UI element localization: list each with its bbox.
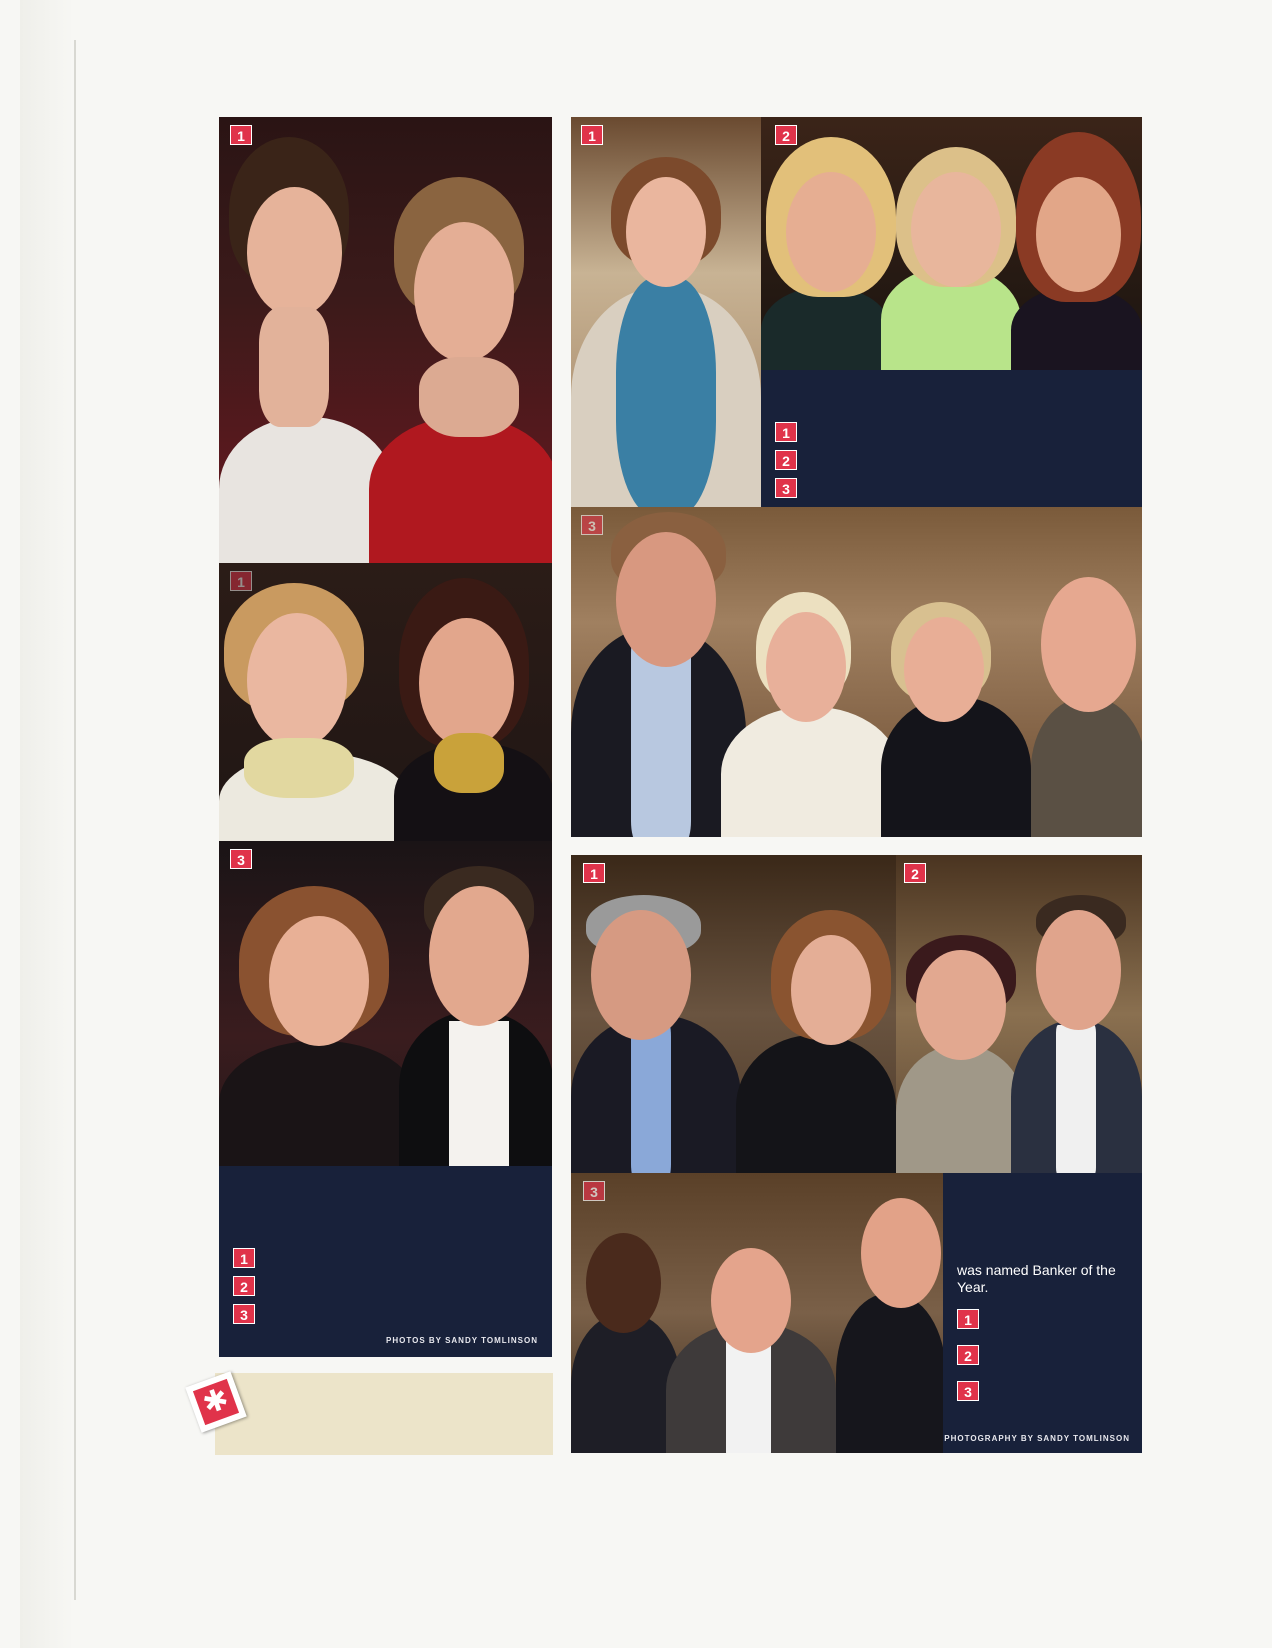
caption-box-bottom-right: [943, 1173, 1142, 1453]
caption-item: [233, 1248, 538, 1268]
caption-list: [957, 1309, 1128, 1401]
page-binding-line: [74, 40, 76, 1600]
caption-body: [957, 1185, 1128, 1267]
caption-item: [957, 1345, 1128, 1365]
caption-item: [957, 1309, 1128, 1329]
photo-marker-2: 2: [775, 125, 797, 145]
photo-woman-blue-boa: [571, 117, 761, 507]
caption-highlight: [957, 1263, 1128, 1297]
photo-credit: PHOTOGRAPHY BY SANDY TOMLINSON: [944, 1434, 1130, 1443]
photo-marker-3: 3: [583, 1181, 605, 1201]
photo-three-men: [571, 1173, 943, 1453]
photo-two-women-pearls: [219, 563, 552, 841]
caption-item-number: 3: [957, 1381, 979, 1401]
caption-list: [775, 422, 1128, 498]
photo-couple-tuxedo: [219, 841, 552, 1166]
caption-item-number: 1: [957, 1309, 979, 1329]
photo-marker-2: 2: [904, 863, 926, 883]
caption-item-number: 3: [775, 478, 797, 498]
caption-item: [957, 1381, 1128, 1401]
photo-woman-man-suit: [896, 855, 1142, 1173]
caption-item-number: 2: [775, 450, 797, 470]
caption-item-number: 3: [233, 1304, 255, 1324]
photo-marker-2: 1: [230, 571, 252, 591]
caption-item-number: 1: [233, 1248, 255, 1268]
photo-marker-1: 1: [583, 863, 605, 883]
photo-two-women-formal: [219, 117, 552, 563]
photo-three-women: [761, 117, 1142, 370]
caption-item: [775, 450, 1128, 470]
caption-body: [775, 386, 1128, 416]
photo-marker-3: 3: [230, 849, 252, 869]
asterisk-icon: ✱: [193, 1379, 239, 1425]
photo-group-of-four: [571, 507, 1142, 837]
photo-man-woman-hall: [571, 855, 896, 1173]
photo-marker-1: 1: [230, 125, 252, 145]
page-edge-shade: [20, 0, 74, 1648]
caption-item: [775, 422, 1128, 442]
photo-marker-3: 3: [581, 515, 603, 535]
caption-body: [233, 1182, 538, 1238]
caption-item-number: 1: [775, 422, 797, 442]
caption-item-number: 2: [233, 1276, 255, 1296]
photo-credit: PHOTOS BY SANDY TOMLINSON: [386, 1336, 538, 1345]
caption-item: [233, 1276, 538, 1296]
caption-item-number: 2: [957, 1345, 979, 1365]
caption-item: [233, 1304, 538, 1324]
caption-item: [775, 478, 1128, 498]
note-card: [215, 1373, 553, 1455]
caption-list: [233, 1248, 538, 1324]
caption-box-left: [219, 1166, 552, 1357]
caption-highlight-text: was named Banker of the Year.: [957, 1262, 1116, 1295]
photo-marker-1: 1: [581, 125, 603, 145]
